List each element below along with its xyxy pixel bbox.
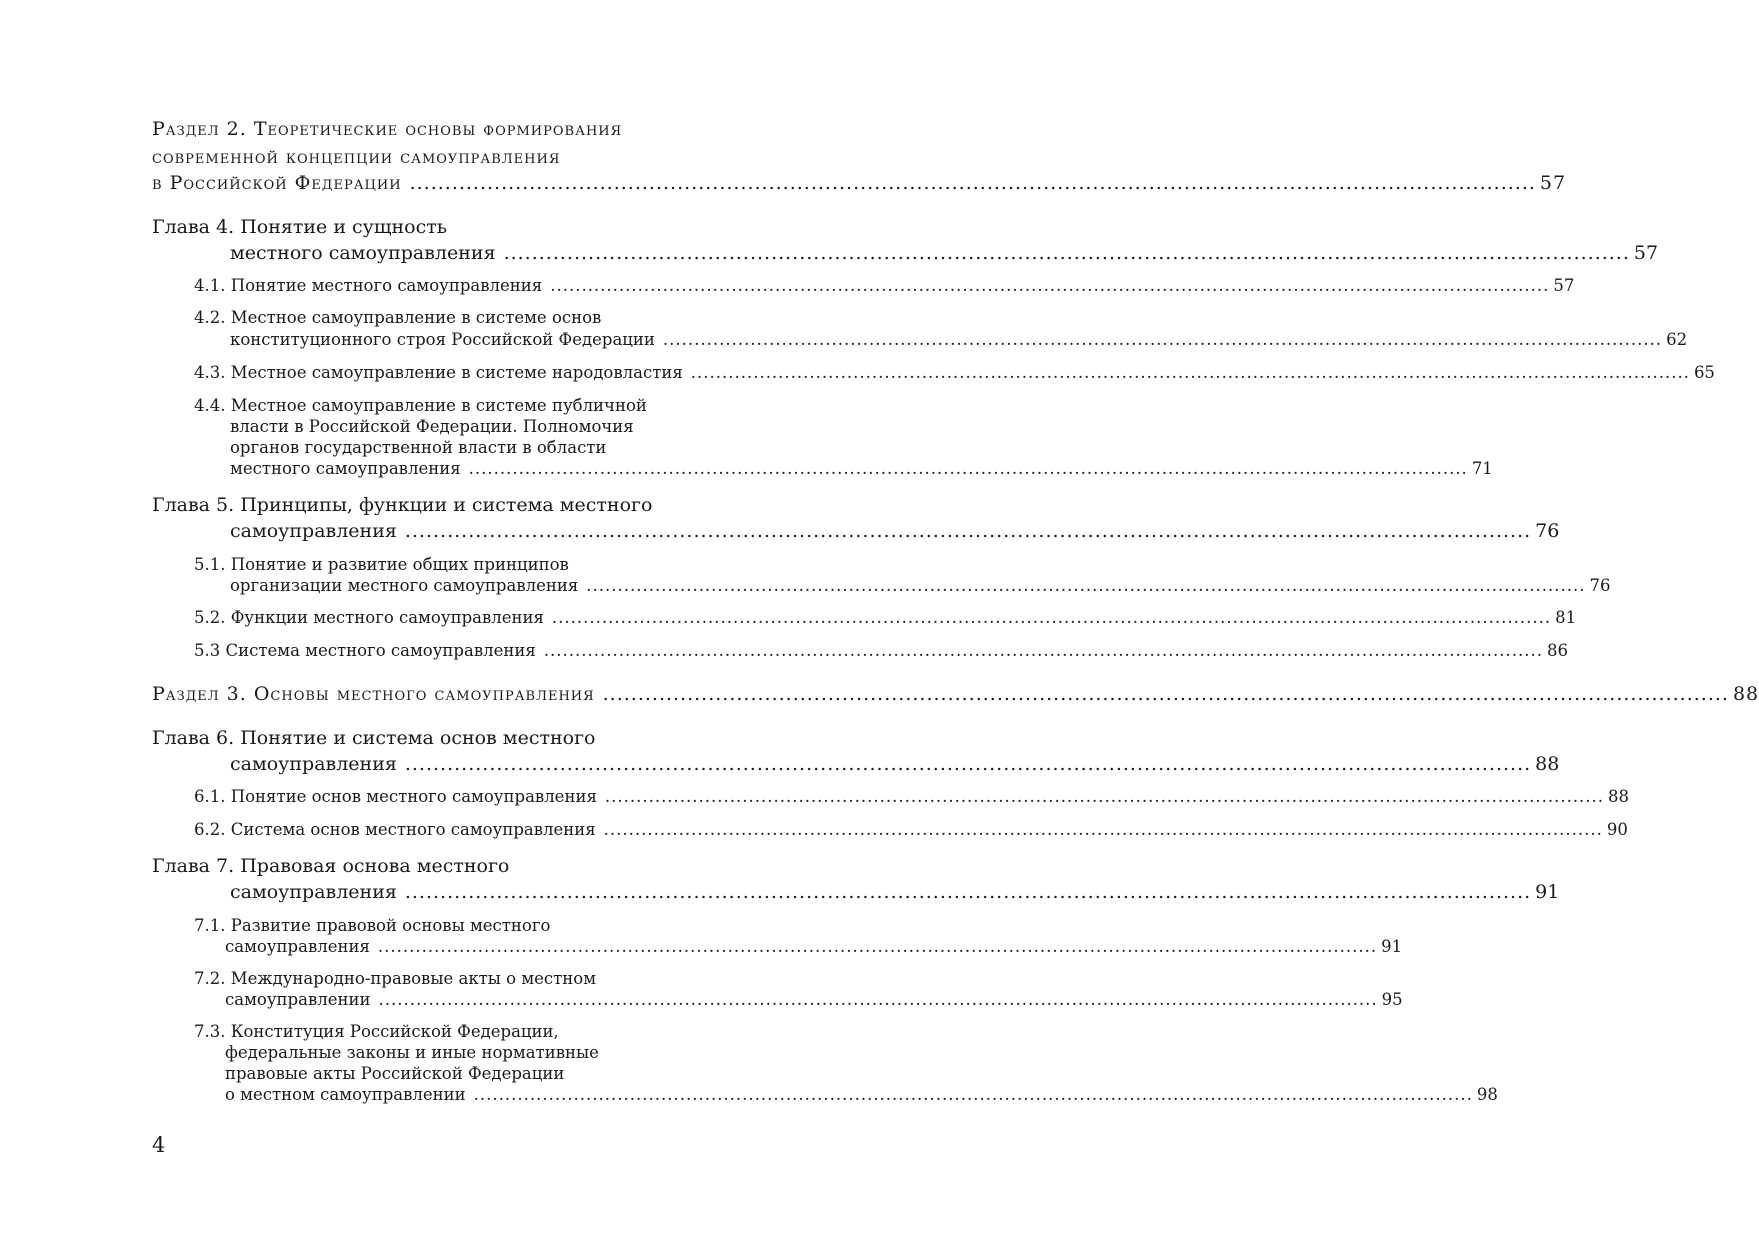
page-ref: 88	[1535, 753, 1560, 775]
toc-line: Раздел 3. Основы местного самоуправления	[152, 683, 595, 705]
dot-leader: ................................................................................................................................................................	[602, 683, 1729, 705]
page-ref: 57	[1633, 242, 1659, 264]
toc-line: Глава 6. Понятие и система основ местного	[152, 727, 596, 749]
dot-leader: ................................................................................................................................................................	[662, 330, 1663, 349]
toc-line: местного самоуправления	[230, 242, 496, 264]
toc-line: органов государственной власти в области	[230, 438, 607, 457]
dot-leader: ................................................................................................................................................................	[604, 787, 1605, 806]
page-ref: 65	[1693, 363, 1715, 382]
dot-leader: ................................................................................................................................................................	[409, 172, 1536, 194]
toc-line: самоуправлении	[225, 990, 371, 1009]
dot-leader: ................................................................................................................................................................	[543, 641, 1543, 660]
toc-line: самоуправления	[230, 881, 397, 903]
page-ref: 91	[1535, 881, 1560, 903]
toc-line: Глава 5. Принципы, функции и система местного	[152, 494, 653, 516]
dot-leader: ................................................................................................................................................................	[551, 608, 1552, 627]
dot-leader: ................................................................................................................................................................	[378, 990, 1378, 1009]
page-ref: 91	[1381, 937, 1403, 956]
toc-line: современной концепции самоуправления	[152, 146, 561, 168]
page-ref: 57	[1539, 172, 1567, 194]
toc-line: 4.4. Местное самоуправление в системе публичной	[194, 396, 647, 415]
dot-leader: ................................................................................................................................................................	[473, 1085, 1473, 1104]
page-ref: 76	[1535, 520, 1560, 542]
toc-line: правовые акты Российской Федерации	[225, 1064, 565, 1083]
toc-line: федеральные законы и иные нормативные	[225, 1043, 599, 1062]
dot-leader: ................................................................................................................................................................	[377, 937, 1378, 956]
toc-line: 4.3. Местное самоуправление в системе народовластия	[194, 363, 683, 382]
dot-leader: ................................................................................................................................................................	[468, 459, 1468, 478]
dot-leader: ................................................................................................................................................................	[404, 753, 1532, 775]
toc-line: 4.1. Понятие местного самоуправления	[194, 276, 543, 295]
toc-line: самоуправления	[230, 520, 397, 542]
dot-leader: ................................................................................................................................................................	[550, 276, 1550, 295]
toc-line: организации местного самоуправления	[230, 576, 579, 595]
toc-line: власти в Российской Федерации. Полномочия	[230, 417, 634, 436]
dot-leader: ................................................................................................................................................................	[503, 242, 1630, 264]
toc-line: самоуправления	[225, 937, 370, 956]
toc-line: о местном самоуправлении	[225, 1085, 466, 1104]
dot-leader: ................................................................................................................................................................	[404, 520, 1532, 542]
page-ref: 98	[1476, 1085, 1498, 1104]
toc-line: самоуправления	[230, 753, 397, 775]
page-ref: 57	[1553, 276, 1575, 295]
toc-line: 7.1. Развитие правовой основы местного	[194, 916, 551, 935]
toc-line: 6.2. Система основ местного самоуправления	[194, 820, 596, 839]
page-ref: 86	[1546, 641, 1568, 660]
page-number: 4	[152, 1133, 166, 1157]
toc-line: 5.3 Система местного самоуправления	[194, 641, 536, 660]
page-ref: 95	[1381, 990, 1403, 1009]
toc-line: 5.2. Функции местного самоуправления	[194, 608, 544, 627]
page-ref: 71	[1471, 459, 1493, 478]
page-ref: 88	[1732, 683, 1759, 705]
dot-leader: ................................................................................................................................................................	[603, 820, 1603, 839]
toc-line: 7.3. Конституция Российской Федерации,	[194, 1022, 559, 1041]
toc-line: 4.2. Местное самоуправление в системе основ	[194, 308, 602, 327]
toc-line: Глава 7. Правовая основа местного	[152, 855, 510, 877]
page-ref: 76	[1589, 576, 1611, 595]
toc-line: 5.1. Понятие и развитие общих принципов	[194, 555, 569, 574]
page-ref: 81	[1555, 608, 1577, 627]
toc-line: конституционного строя Российской Федерации	[230, 330, 655, 349]
page-ref: 90	[1606, 820, 1628, 839]
toc-line: 7.2. Международно-правовые акты о местном	[194, 969, 597, 988]
toc-line: Раздел 2. Теоретические основы формирования	[152, 118, 623, 140]
page-ref: 62	[1666, 330, 1688, 349]
dot-leader: ................................................................................................................................................................	[690, 363, 1690, 382]
toc-line: в Российской Федерации	[152, 172, 402, 194]
toc-line: 6.1. Понятие основ местного самоуправления	[194, 787, 597, 806]
toc-line: местного самоуправления	[230, 459, 461, 478]
page-ref: 88	[1608, 787, 1630, 806]
dot-leader: ................................................................................................................................................................	[404, 881, 1532, 903]
toc-line: Глава 4. Понятие и сущность	[152, 216, 448, 238]
dot-leader: ................................................................................................................................................................	[586, 576, 1586, 595]
